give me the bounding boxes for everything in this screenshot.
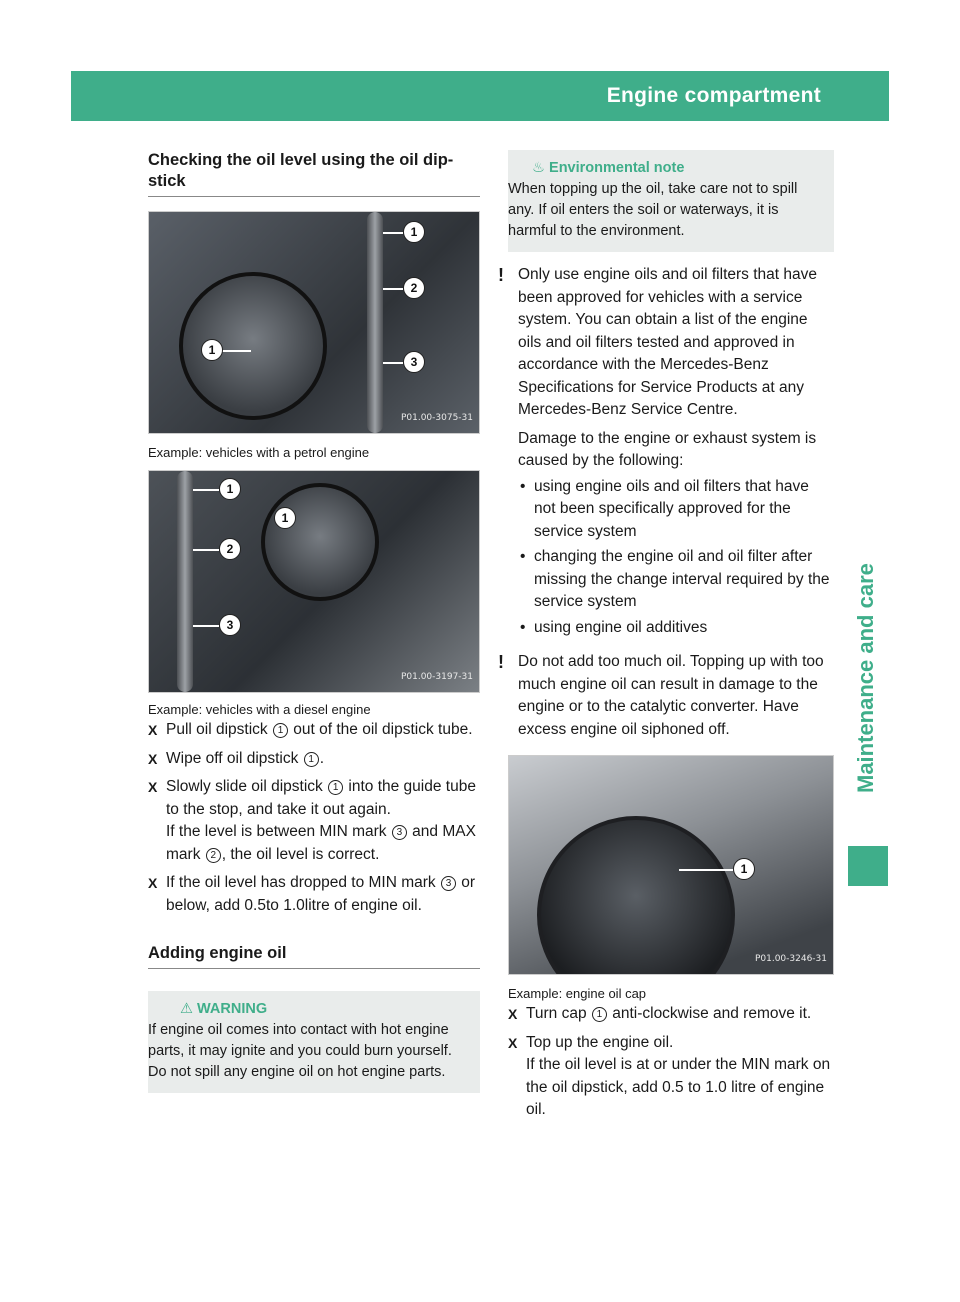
figure-code: P01.00-3246-31: [754, 953, 827, 964]
figure-code: P01.00-3075-31: [400, 412, 473, 423]
header-bar: [71, 71, 946, 121]
step-top-up: X Top up the engine oil. If the oil level is at or under the MIN mark on the oil dipstick, add 0.5 to 1.0 litre of engine oil.: [508, 1032, 834, 1122]
figure-code: P01.00-3197-31: [400, 671, 473, 682]
note-approved-oils: ! Only use engine oils and oil filters that have been approved for vehicles with a service system. You can obtain a list of the engine oils and oil filters tested and approved in accordance with the Mercedes-Benz Specifications for Service Products at any Mercedes-Benz Service Centre. Damage to the engine or exhaust system is caused by the following: • using engine oils and oil filters that have not been specifically approved for the service system • changing the engine oil and oil filter after missing the change interval required by the service system • using engine oil additives: [508, 264, 834, 639]
dipstick-image: [177, 471, 193, 692]
heading-check-oil: Checking the oil level using the oil dip-stick: [148, 150, 480, 197]
callout-1-lens: 1: [274, 507, 296, 529]
dipstick-image: [367, 212, 383, 433]
warning-triangle-icon: ⚠: [180, 1001, 193, 1017]
figure-petrol-engine: [148, 211, 480, 434]
side-tab-marker: [848, 846, 888, 886]
warning-box: [148, 991, 480, 1093]
step-arrow-icon: X: [148, 722, 158, 738]
callout-1: 1: [403, 221, 425, 243]
callout-2: 2: [219, 538, 241, 560]
caution-icon: !: [498, 652, 504, 672]
step-sub-text: If the level is between MIN mark 3 and MAX mark 2 , the oil level is correct.: [166, 823, 476, 863]
callout-2: 2: [403, 277, 425, 299]
left-column: [148, 150, 480, 1093]
step-add-oil: X If the oil level has dropped to MIN mark 3 or below, add 0.5to 1.0litre of engine oil.: [148, 874, 476, 914]
step-arrow-icon: X: [148, 779, 158, 795]
env-note-title: ♨ Environmental note: [532, 158, 826, 179]
oil-cap-image: [537, 816, 735, 975]
page-number: 323: [914, 85, 946, 106]
leaf-icon: ♨: [532, 160, 545, 176]
list-item: • using engine oils and oil filters that have not been specifically approved for the service system: [518, 476, 834, 544]
callout-1: 1: [219, 478, 241, 500]
caption-oil-cap: Example: engine oil cap: [508, 986, 647, 1001]
note-too-much-oil: ! Do not add too much oil. Topping up with too much engine oil can result in damage to the engine or to the catalytic converter. Have excess engine oil siphoned off.: [498, 652, 824, 738]
caption-diesel: Example: vehicles with a diesel engine: [148, 702, 371, 717]
magnifier-circle: [261, 483, 379, 601]
right-column: [498, 150, 834, 1122]
step-arrow-icon: X: [508, 1034, 518, 1051]
step-arrow-icon: X: [508, 1006, 518, 1022]
callout-3: 3: [219, 614, 241, 636]
warning-title: ⚠ WARNING: [180, 999, 472, 1020]
list-item: • changing the engine oil and oil filter after missing the change interval required by the service system: [518, 546, 834, 614]
callout-1: 1: [733, 858, 755, 880]
list-item: • using engine oil additives: [518, 617, 834, 640]
figure-oil-cap: [508, 755, 834, 975]
callout-3: 3: [403, 351, 425, 373]
header-separator: [900, 71, 904, 121]
step-sub-text: If the oil level is at or under the MIN mark on the oil dipstick, add 0.5 to 1.0 litre of engine oil.: [526, 1056, 831, 1118]
section-title: Engine compartment: [606, 84, 821, 107]
step-wipe-dipstick: X Wipe off oil dipstick 1 .: [148, 748, 480, 771]
side-tab-label: Maintenance and care: [853, 563, 878, 793]
step-pull-dipstick: X Pull oil dipstick 1 out of the oil dipstick tube.: [148, 719, 480, 742]
step-turn-cap: X Turn cap 1 anti-clockwise and remove it.: [508, 1003, 834, 1026]
step-arrow-icon: X: [148, 875, 158, 891]
side-tab: [846, 400, 886, 800]
step-arrow-icon: X: [148, 750, 158, 767]
warning-body: If engine oil comes into contact with hot engine parts, it may ignite and you could burn yourself. Do not spill any engine oil on hot engine parts.: [148, 1022, 452, 1080]
caption-petrol: Example: vehicles with a petrol engine: [148, 445, 370, 460]
environmental-note-box: [508, 150, 834, 252]
figure-diesel-engine: [148, 470, 480, 693]
env-note-body: When topping up the oil, take care not to spill any. If oil enters the soil or waterways, it is harmful to the environment.: [508, 181, 798, 239]
callout-1-lens: 1: [201, 339, 223, 361]
step-slide-dipstick: X Slowly slide oil dipstick 1 into the guide tube to the stop, and take it out again. If the level is between MIN mark 3 and MAX mark 2 , the oil level is correct.: [148, 776, 480, 866]
caution-icon: !: [498, 265, 504, 285]
heading-adding-oil: Adding engine oil: [148, 943, 480, 969]
